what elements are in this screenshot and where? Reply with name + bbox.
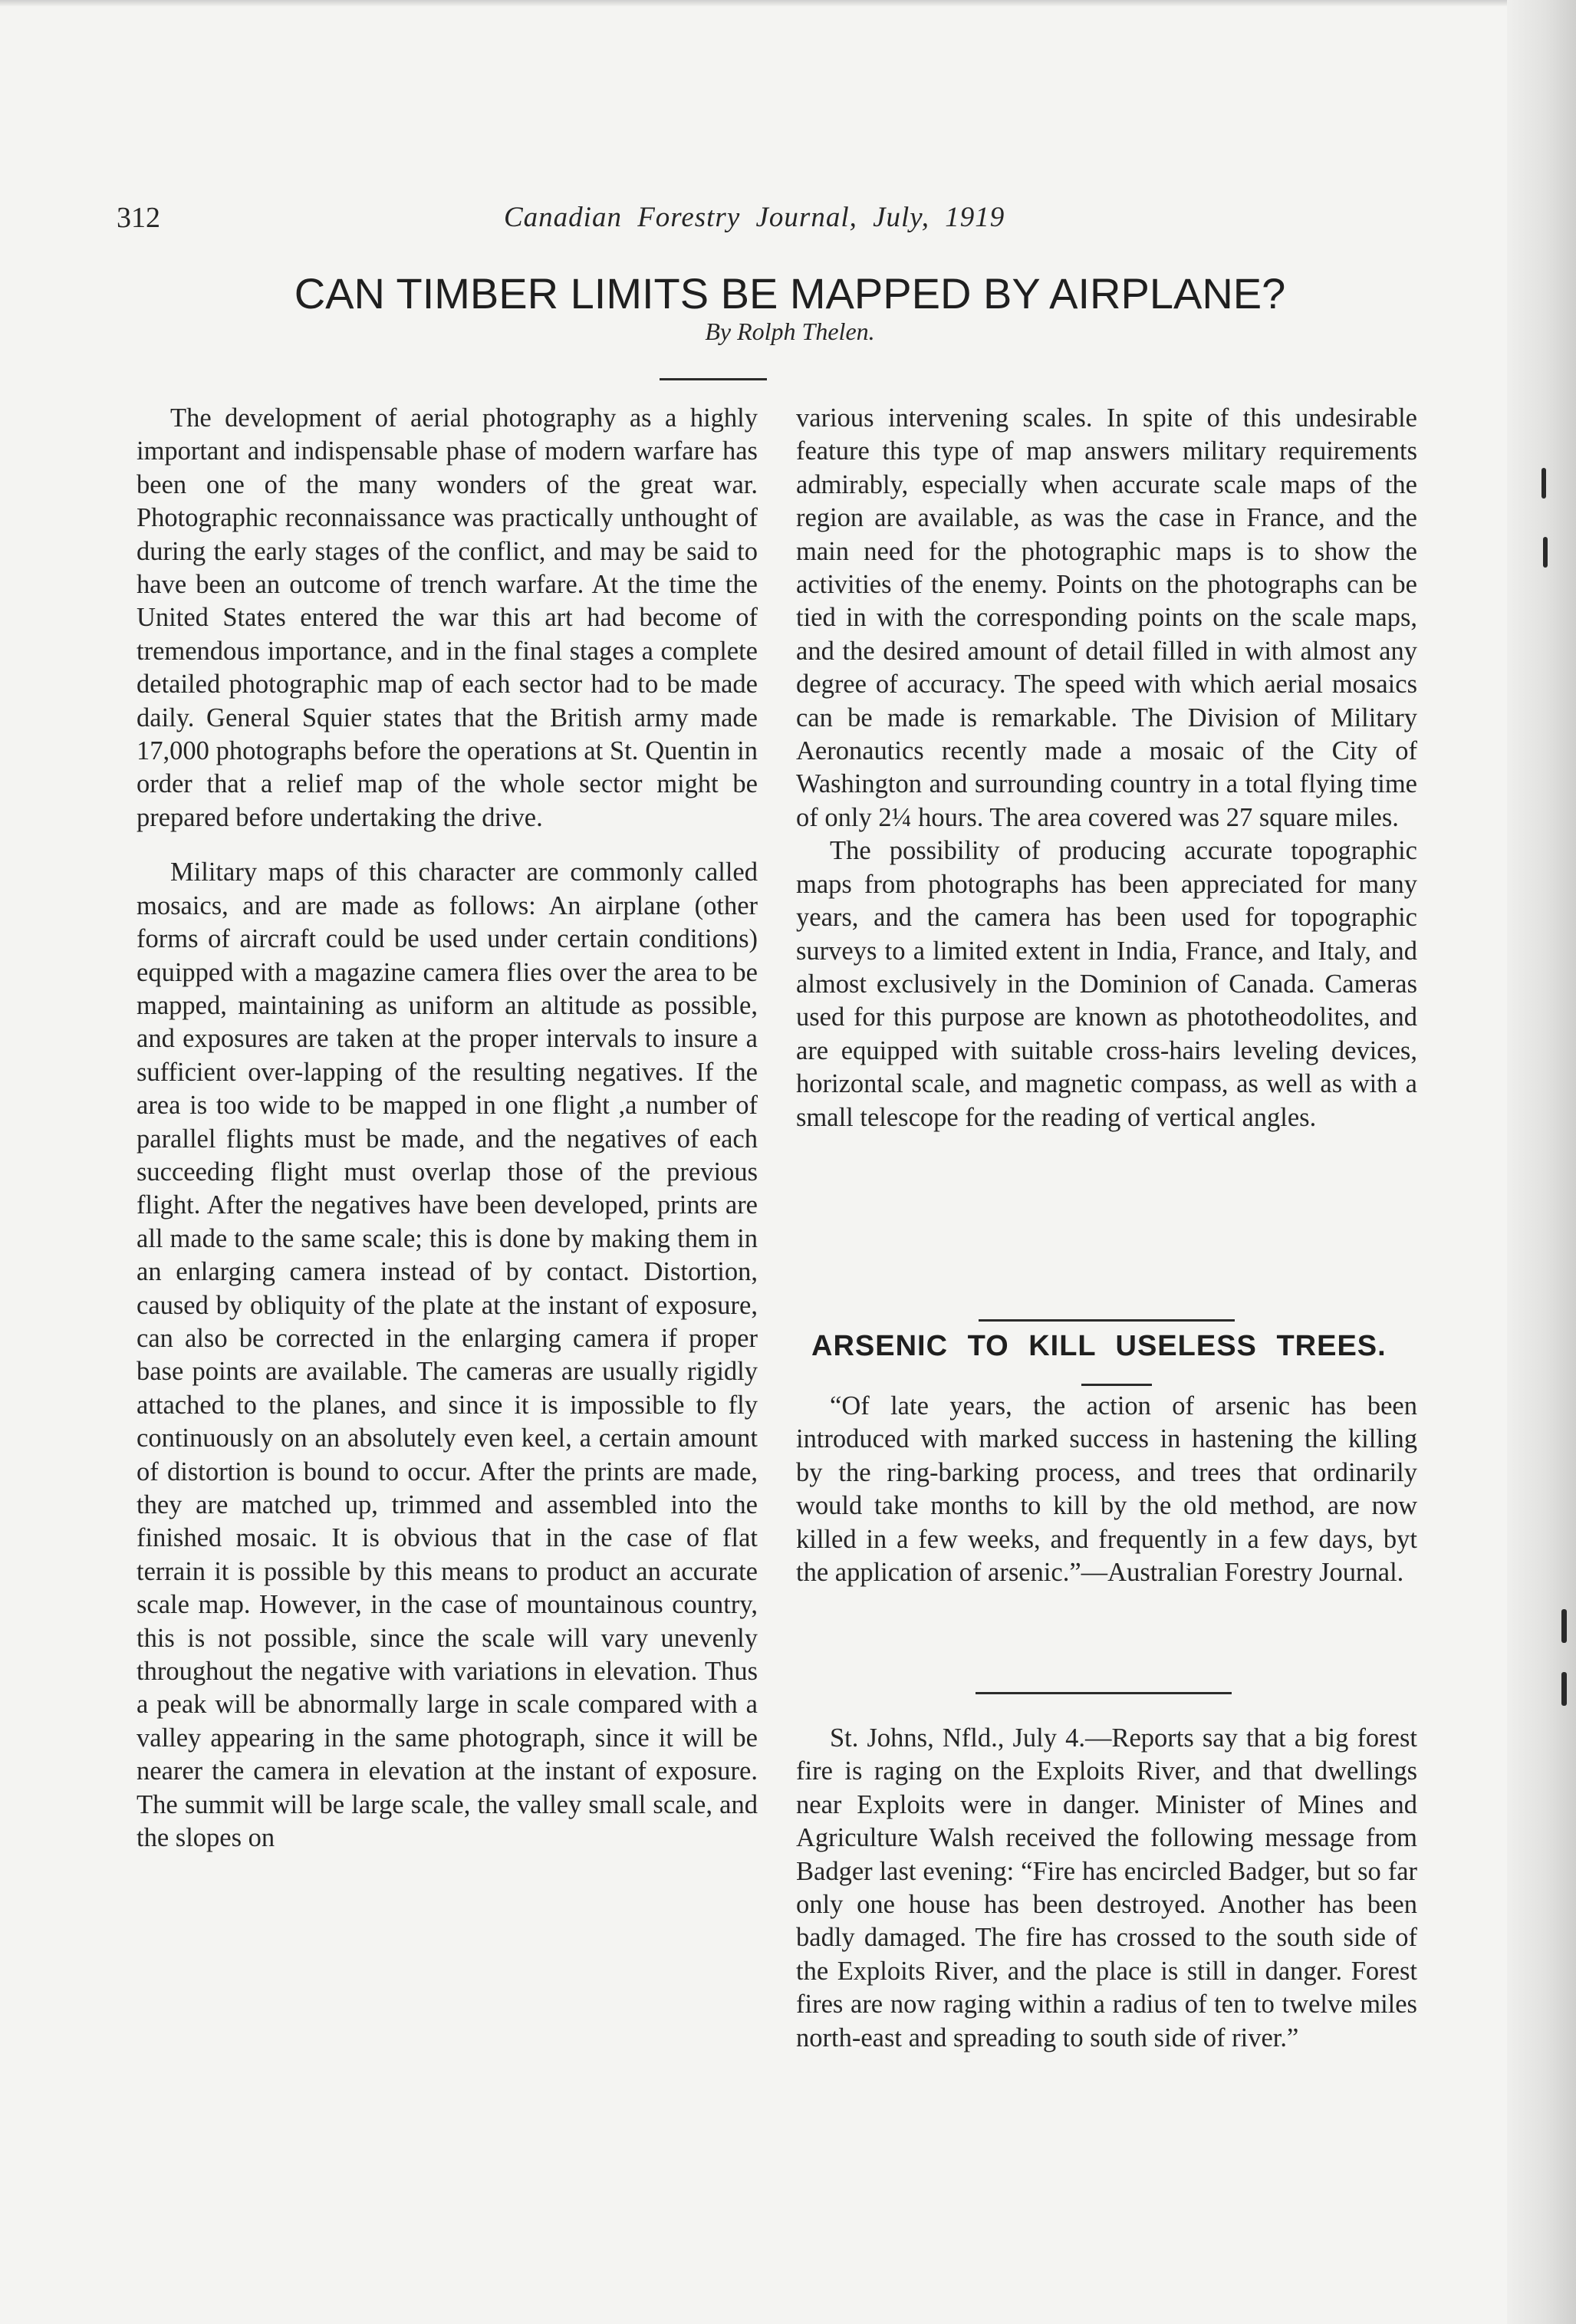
- news-column: [796, 1722, 1417, 2055]
- binding-mark: [1561, 1672, 1567, 1706]
- running-head: Canadian Forestry Journal, July, 1919: [504, 202, 1005, 233]
- article-paragraph-1: The development of aerial photography as a highly important and indispensable phase of modern warfare has been one of the many wonders of the great war. Photographic reconnaissance was practically unthought of during the early stages of the conflict, and may be said to have been an outcome of trench warfare. At the time the United States entered the war this art had become of tremendous importance, and in the final stages a complete detailed photographic map of each sector had to be made daily. General Squier states that the British army made 17,000 photographs before the operations at St. Quentin in order that a relief map of the whole sector might be prepared before undertaking the drive.: [137, 403, 758, 832]
- news-paragraph: St. Johns, Nfld., July 4.—Reports say that a big forest fire is raging on the Exploits River, and that dwellings near Exploits were in danger. Minister of Mines and Agriculture Walsh received the following message from Badger last evening: “Fire has encircled Badger, but so far only one house has been destroyed. Another has been badly damaged. The fire has crossed to the south side of the Exploits River, and the place is still in danger. Forest fires are now raging within a radius of ten to twelve miles north-east and spreading to south side of river.”: [796, 1723, 1417, 2052]
- page-top-edge: [0, 0, 1576, 6]
- title-rule: [660, 378, 767, 380]
- arsenic-paragraph: “Of late years, the action of arsenic has been introduced with marked success in hastening the killing by the ring-barking process, and trees that ordinarily would take months to kill by the old method, are now killed in a few weeks, and frequently in a few days, byt the application of arsenic.”—Australian Forestry Journal.: [796, 1391, 1417, 1588]
- binding-mark: [1541, 468, 1546, 499]
- binding-mark: [1561, 1609, 1567, 1643]
- left-column: [137, 402, 758, 1855]
- article-title: CAN TIMBER LIMITS BE MAPPED BY AIRPLANE?: [294, 269, 1286, 318]
- news-rule: [976, 1692, 1232, 1694]
- article-byline: By Rolph Thelen.: [705, 318, 875, 345]
- arsenic-column: [796, 1390, 1417, 1589]
- page-number: 312: [117, 202, 160, 234]
- section-rule-bottom: [1081, 1384, 1152, 1386]
- page-header: [117, 201, 1466, 247]
- paragraph-gap: [137, 834, 758, 856]
- binding-mark: [1543, 537, 1548, 568]
- article-paragraph-3: various intervening scales. In spite of this undesirable feature this type of map answers military requirements admirably, especially when accurate scale maps of the region are available, as was the case in France, and the main need for the photographic maps is to show the activities of the enemy. Points on the photographs can be tied in with the corresponding points on the scale maps, and the desired amount of detail filled in with almost any degree of accuracy. The speed with which aerial mosaics can be made is remarkable. The Division of Military Aeronautics recently made a mosaic of the City of Washington and surrounding country in a total flying time of only 2¼ hours. The area covered was 27 square miles.: [796, 403, 1417, 832]
- article-paragraph-4: The possibility of producing accurate topographic maps from photographs has been appreciated for many years, and the camera has been used for topographic surveys to a limited extent in India, France, and Italy, and almost exclusively in the Dominion of Canada. Cameras used for this purpose are known as phototheodolites, and are equipped with suitable cross-hairs leveling devices, horizontal scale, and magnetic compass, as well as with a small telescope for the reading of vertical angles.: [796, 836, 1417, 1132]
- section-rule-top: [979, 1319, 1235, 1322]
- article-paragraph-2: Military maps of this character are commonly called mosaics, and are made as follows: An airplane (other forms of aircraft could be used under certain conditions) equipped with a magazine camera flies over the area to be mapped, maintaining as uniform an altitude as possible, and exposures are taken at the proper intervals to insure a sufficient over-lapping of the resulting negatives. If the area is too wide to be mapped in one flight ,a number of parallel flights must be made, and the negatives of each succeeding flight must overlap those of the previous flight. After the negatives have been developed, prints are all made to the same scale; this is done by making them in an enlarging camera instead of by contact. Distortion, caused by obliquity of the plate at the instant of exposure, can also be corrected in the enlarging camera if proper base points are available. The cameras are usually rigidly attached to the planes, and since it is impossible to fly continuously on an absolutely even keel, a certain amount of distortion is bound to occur. After the prints are made, they are matched up, trimmed and assembled into the finished mosaic. It is obvious that in the case of flat terrain it is possible by this means to product an accurate scale map. However, in the case of mountainous country, this is not possible, since the scale will vary unevenly throughout the negative with variations in elevation. Thus a peak will be abnormally large in scale compared with a valley appearing in the same photograph, since it will be nearer the camera in elevation at the instant of exposure. The summit will be large scale, the valley small scale, and the slopes on: [137, 858, 758, 1853]
- right-column-article: [796, 402, 1417, 1134]
- arsenic-heading: ARSENIC TO KILL USELESS TREES.: [811, 1330, 1387, 1362]
- page-gutter-shadow: [1507, 0, 1576, 2324]
